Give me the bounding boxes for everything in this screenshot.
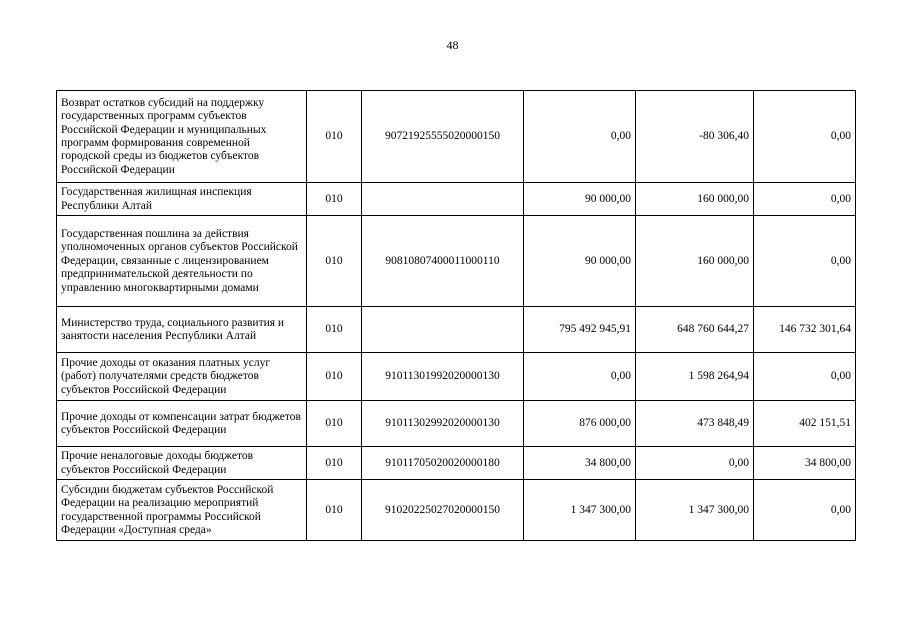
row-code: 010 [307, 480, 362, 541]
row-kbk [362, 183, 524, 216]
row-value-3: 0,00 [754, 91, 856, 183]
row-value-2: 648 760 644,27 [636, 307, 754, 353]
row-code: 010 [307, 183, 362, 216]
row-value-2: 160 000,00 [636, 183, 754, 216]
page-number: 48 [446, 38, 459, 52]
row-kbk [362, 307, 524, 353]
row-code: 010 [307, 91, 362, 183]
row-value-3: 402 151,51 [754, 401, 856, 447]
row-value-2: -80 306,40 [636, 91, 754, 183]
row-value-1: 1 347 300,00 [524, 480, 636, 541]
row-code: 010 [307, 401, 362, 447]
row-name: Министерство труда, социального развития и занятости населения Республики Алтай [57, 307, 307, 353]
row-value-1: 0,00 [524, 91, 636, 183]
row-kbk: 90810807400011000110 [362, 216, 524, 307]
table-row [57, 183, 856, 216]
row-value-3: 0,00 [754, 216, 856, 307]
row-value-2: 1 347 300,00 [636, 480, 754, 541]
row-name: Возврат остатков субсидий на поддержку государственных программ субъектов Российской Федерации и муниципальных программ формирования современной городской среды из бюджетов субъектов Российской Федерации [57, 91, 307, 183]
table-row [57, 216, 856, 307]
row-value-2: 473 848,49 [636, 401, 754, 447]
row-kbk: 91011301992020000130 [362, 353, 524, 401]
row-value-3: 0,00 [754, 480, 856, 541]
row-code: 010 [307, 353, 362, 401]
row-value-3: 0,00 [754, 353, 856, 401]
row-value-2: 160 000,00 [636, 216, 754, 307]
row-value-2: 0,00 [636, 447, 754, 480]
row-name: Государственная жилищная инспекция Республики Алтай [57, 183, 307, 216]
row-name: Прочие неналоговые доходы бюджетов субъектов Российской Федерации [57, 447, 307, 480]
row-name: Государственная пошлина за действия уполномоченных органов субъектов Российской Федерации, связанные с лицензированием предпринимательской деятельности по управлению многоквартирными домами [57, 216, 307, 307]
table-row [57, 353, 856, 401]
row-value-1: 90 000,00 [524, 216, 636, 307]
row-code: 010 [307, 307, 362, 353]
row-value-1: 34 800,00 [524, 447, 636, 480]
table-row [57, 307, 856, 353]
table-row [57, 447, 856, 480]
table-row [57, 401, 856, 447]
row-name: Прочие доходы от оказания платных услуг (работ) получателями средств бюджетов субъектов Российской Федерации [57, 353, 307, 401]
row-value-1: 90 000,00 [524, 183, 636, 216]
row-value-2: 1 598 264,94 [636, 353, 754, 401]
row-kbk: 91011705020020000180 [362, 447, 524, 480]
row-value-3: 146 732 301,64 [754, 307, 856, 353]
row-value-1: 876 000,00 [524, 401, 636, 447]
row-name: Прочие доходы от компенсации затрат бюджетов субъектов Российской Федерации [57, 401, 307, 447]
row-kbk: 90721925555020000150 [362, 91, 524, 183]
row-kbk: 91011302992020000130 [362, 401, 524, 447]
row-kbk: 91020225027020000150 [362, 480, 524, 541]
row-value-1: 0,00 [524, 353, 636, 401]
row-code: 010 [307, 447, 362, 480]
row-value-1: 795 492 945,91 [524, 307, 636, 353]
row-code: 010 [307, 216, 362, 307]
row-value-3: 0,00 [754, 183, 856, 216]
table-row [57, 480, 856, 541]
row-value-3: 34 800,00 [754, 447, 856, 480]
budget-table [56, 90, 856, 541]
table-row [57, 91, 856, 183]
row-name: Субсидии бюджетам субъектов Российской Федерации на реализацию мероприятий государственной программы Российской Федерации «Доступная среда» [57, 480, 307, 541]
